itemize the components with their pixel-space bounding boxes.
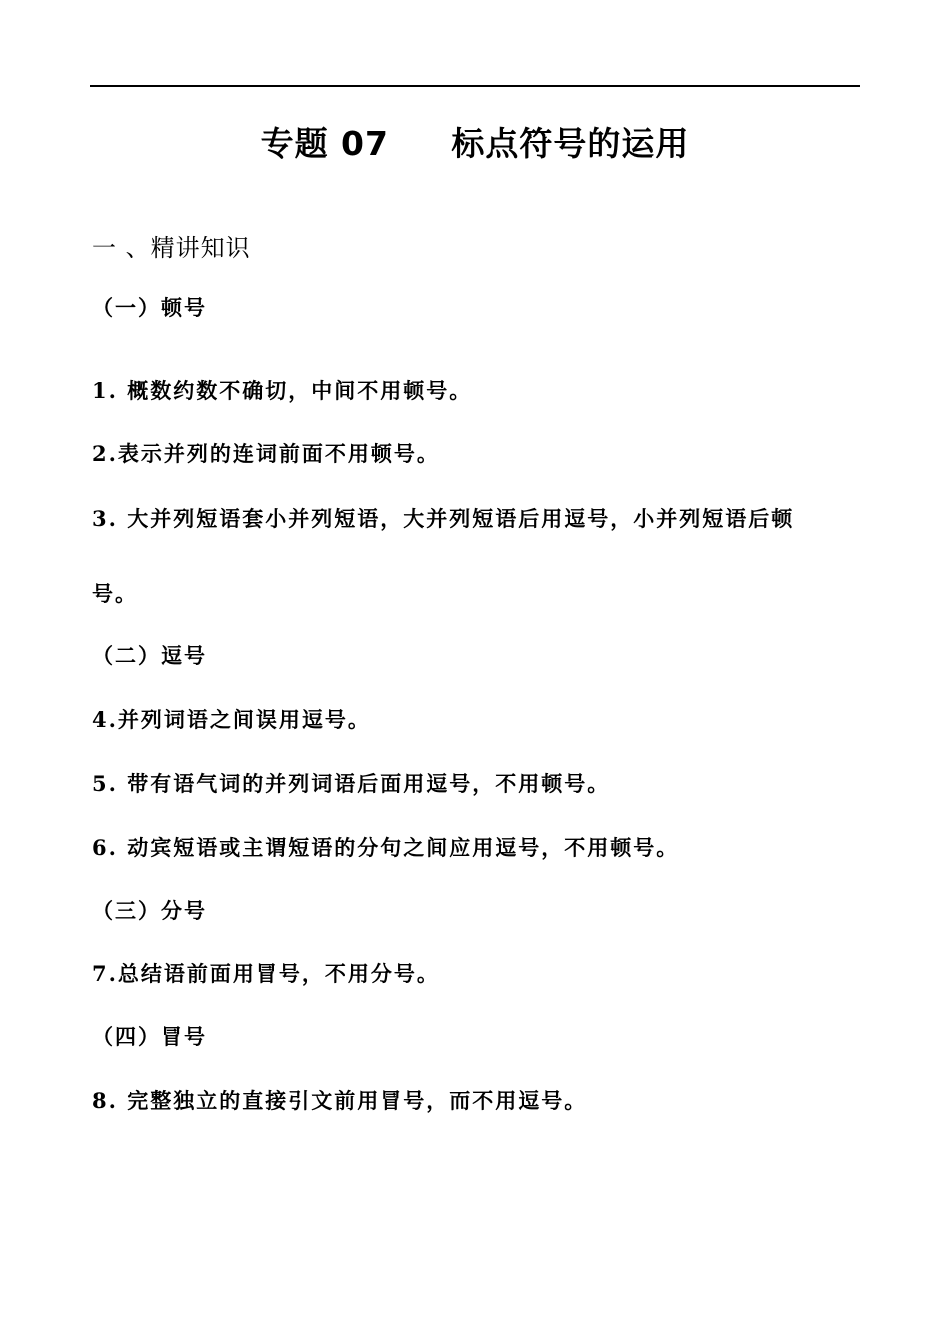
page-title: 专题 07 标点符号的运用: [260, 124, 690, 163]
section-heading: 一 、精讲知识: [92, 234, 251, 262]
subheading-fenhao: （三）分号: [92, 898, 207, 923]
item-1: 1. 概数约数不确切，中间不用顿号。: [92, 378, 473, 403]
item-5: 5. 带有语气词的并列词语后面用逗号，不用顿号。: [92, 771, 611, 796]
item-8: 8. 完整独立的直接引文前用冒号，而不用逗号。: [92, 1088, 588, 1113]
item-3: 3. 大并列短语套小并列短语，大并列短语后用逗号，小并列短语后顿: [92, 506, 795, 531]
subheading-douhao: （二）逗号: [92, 643, 207, 668]
subheading-dunhao: （一）顿号: [92, 295, 207, 320]
item-2: 2.表示并列的连词前面不用顿号。: [92, 441, 440, 466]
header-rule: [90, 85, 860, 87]
subheading-maohao: （四）冒号: [92, 1024, 207, 1049]
item-3-continuation: 号。: [92, 581, 138, 606]
item-6: 6. 动宾短语或主谓短语的分句之间应用逗号，不用顿号。: [92, 835, 680, 860]
item-7: 7.总结语前面用冒号，不用分号。: [92, 961, 440, 986]
item-4: 4.并列词语之间误用逗号。: [92, 707, 371, 732]
